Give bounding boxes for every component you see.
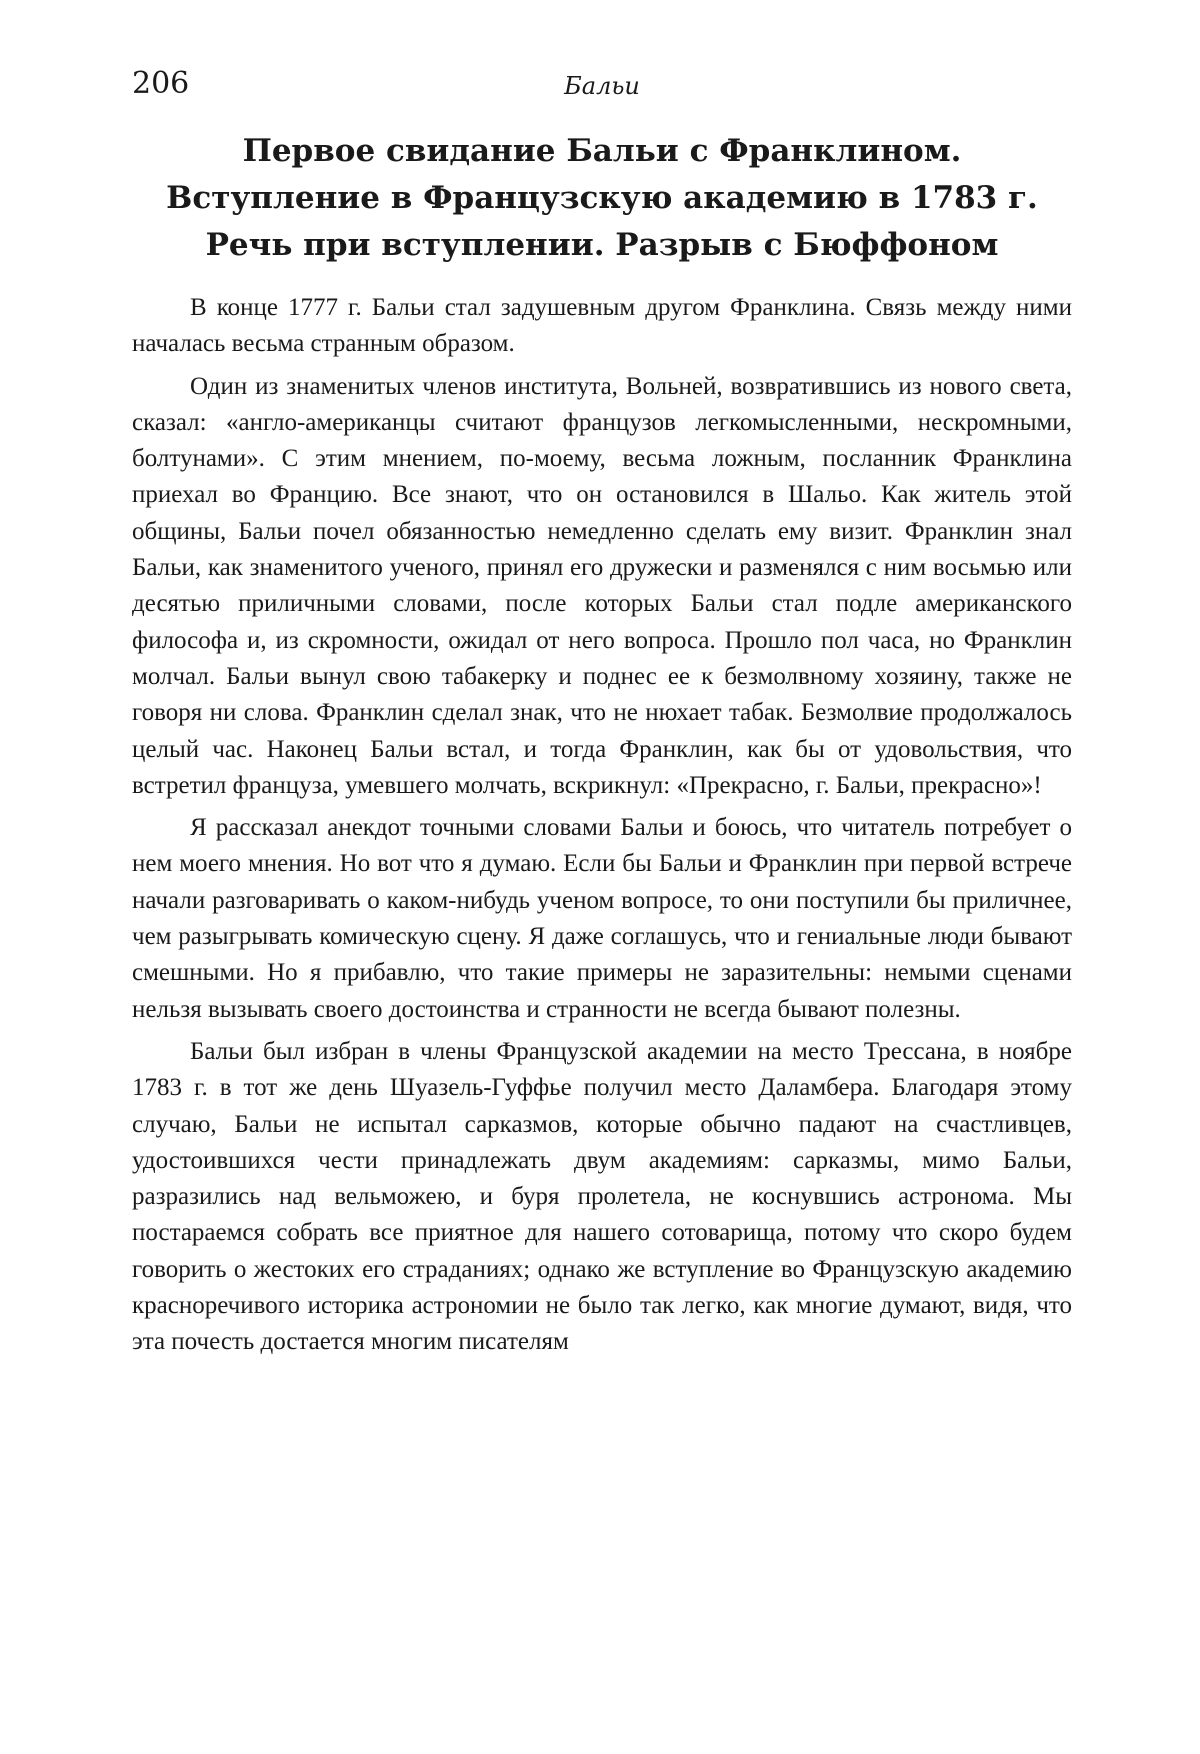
- chapter-heading-line: Вступление в Французскую академию в 1783 г.: [166, 180, 1038, 216]
- running-head: [132, 64, 1072, 104]
- chapter-heading-line: Речь при вступлении. Разрыв с Бюффоном: [205, 227, 999, 263]
- running-title: Бальи: [564, 72, 640, 100]
- paragraph: В конце 1777 г. Бальи стал задушевным другом Франклина. Связь между ними началась весьма странным образом.: [132, 294, 1072, 358]
- paragraph: Один из знаменитых членов института, Вольней, возвратившись из нового света, сказал: «англо-американцы считают французов легкомысленными, нескромными, болтунами». С этим мнением, по-моему, весьма ложным, посланник Франклина приехал во Францию. Все знают, что он остановился в Шальо. Как житель этой общины, Бальи почел обязанностью немедленно сделать ему визит. Франклин знал Бальи, как знаменитого ученого, принял его дружески и разменялся с ним восьмью или десятью приличными словами, после которых Бальи стал подле американского философа и, из скромности, ожидал от него вопроса. Прошло пол часа, но Франклин молчал. Бальи вынул свою табакерку и поднес ее к безмолвному хозяину, также не говоря ни слова. Франклин сделал знак, что не нюхает табак. Безмолвие продолжалось целый час. Наконец Бальи встал, и тогда Франклин, как бы от удовольствия, что встретил француза, умевшего молчать, вскрикнул: «Прекрасно, г. Бальи, прекрасно»!: [132, 372, 1072, 799]
- chapter-heading: [132, 128, 1072, 269]
- paragraph: Я рассказал анекдот точными словами Бальи и боюсь, что читатель потребует о нем моего мнения. Но вот что я думаю. Если бы Бальи и Франклин при первой встрече начали разговаривать о каком-нибудь ученом вопросе, то они поступили бы приличнее, чем разыгрывать комическую сцену. Я даже соглашусь, что и гениальные люди бывают смешными. Но я прибавлю, что такие примеры не заразительны: немыми сценами нельзя вызывать своего достоинства и странности не всегда бывают полезны.: [132, 814, 1072, 1023]
- page-number: 206: [132, 66, 190, 101]
- paragraph: Бальи был избран в члены Французской академии на место Трессана, в ноябре 1783 г. в тот же день Шуазель-Гуффье получил место Даламбера. Благодаря этому случаю, Бальи не испытал сарказмов, которые обычно падают на счастливцев, удостоившихся чести принадлежать двум академиям: сарказмы, мимо Бальи, разразились над вельможею, и буря пролетела, не коснувшись астронома. Мы постараемся собрать все приятное для нашего сотоварища, потому что скоро будем говорить о жестоких его страданиях; однако же вступление во Французскую академию красноречивого историка астрономии не было так легко, как многие думают, видя, что эта почесть достается многим писателям: [132, 1037, 1072, 1356]
- body-text: [132, 290, 1072, 1367]
- chapter-heading-line: Первое свидание Бальи с Франклином.: [242, 133, 962, 169]
